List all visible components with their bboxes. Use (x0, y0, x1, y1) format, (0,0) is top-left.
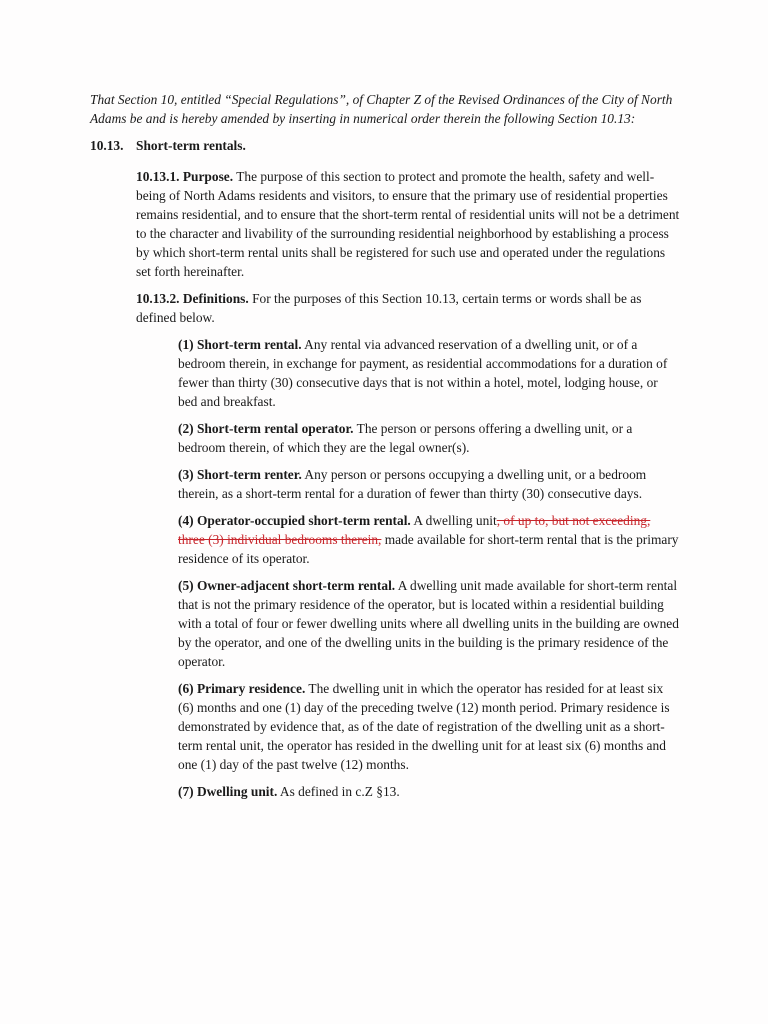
purpose-text: The purpose of this section to protect and promote the health, safety and well-being of North Adams residents and visitors, to ensure that the primary use of residential properties remains residential, and to ensure that the short-term rental of residential units will not be a detriment to the character and livability of the surrounding residential neighborhood by establishing a process by which short-term rental units shall be registered for such use and operated under the regulations set forth hereinafter. (136, 169, 680, 279)
section-heading (90, 136, 680, 155)
definition-item (178, 576, 680, 671)
purpose-paragraph (136, 167, 680, 281)
purpose-label: 10.13.1. Purpose. (136, 169, 234, 184)
definition-text: Any rental via advanced reservation of a dwelling unit, or of a bedroom therein, in exchange for payment, as residential accommodations for a duration of fewer than thirty (30) consecutive days that is not within a hotel, motel, lodging house, or bed and breakfast. (178, 337, 668, 409)
definitions-text: For the purposes of this Section 10.13, certain terms or words shall be as defined below. (136, 291, 642, 325)
definitions-paragraph (136, 289, 680, 327)
definitions-label: 10.13.2. Definitions. (136, 291, 249, 306)
struck-text: , of up to, but not exceeding, three (3) individual bedrooms therein, (178, 513, 651, 547)
definition-term: (3) Short-term renter. (178, 467, 302, 482)
intro-paragraph: That Section 10, entitled “Special Regulations”, of Chapter Z of the Revised Ordinances of the City of North Adams be and is hereby amended by inserting in numerical order therein the following Section 10.13: (90, 92, 673, 126)
section-title: Short-term rentals. (136, 138, 246, 153)
definition-text: A dwelling unit made available for short-term rental that is not the primary residence of the operator, but is located within a residential building with a total of four or fewer dwelling units where all dwelling units in the building are owned by the operator, and one of the dwelling units in the building is the primary residence of the operator. (178, 578, 679, 669)
section-number: 10.13. (90, 138, 124, 153)
definition-item (178, 465, 680, 503)
definition-item (178, 335, 680, 411)
definition-term: (7) Dwelling unit. (178, 784, 278, 799)
definition-text-before: A dwelling unit (410, 513, 497, 528)
definition-item (178, 782, 680, 801)
definition-term: (5) Owner-adjacent short-term rental. (178, 578, 396, 593)
definition-text-after: made available for short-term rental that is the primary residence of its operator. (178, 532, 679, 566)
definition-item (178, 679, 680, 774)
definition-text: The dwelling unit in which the operator has resided for at least six (6) months and one (1) day of the preceding twelve (12) month period. Primary residence is demonstrated by evidence that, as of the date of registration of the dwelling unit as a short-term rental unit, the operator has resided in the dwelling unit for at least six (6) months and one (1) day of the past twelve (12) months. (178, 681, 670, 772)
document-body (90, 90, 680, 809)
definition-item (178, 511, 680, 568)
definition-term: (4) Operator-occupied short-term rental. (178, 513, 411, 528)
definition-text: Any person or persons occupying a dwelling unit, or a bedroom therein, as a short-term rental for a duration of fewer than thirty (30) consecutive days. (178, 467, 647, 501)
definition-text: As defined in c.Z §13. (277, 784, 400, 799)
definition-term: (6) Primary residence. (178, 681, 306, 696)
definitions-list (178, 335, 680, 801)
definition-term: (2) Short-term rental operator. (178, 421, 354, 436)
definition-text: The person or persons offering a dwelling unit, or a bedroom therein, of which they are the legal owner(s). (178, 421, 633, 455)
definition-term: (1) Short-term rental. (178, 337, 302, 352)
definition-item (178, 419, 680, 457)
